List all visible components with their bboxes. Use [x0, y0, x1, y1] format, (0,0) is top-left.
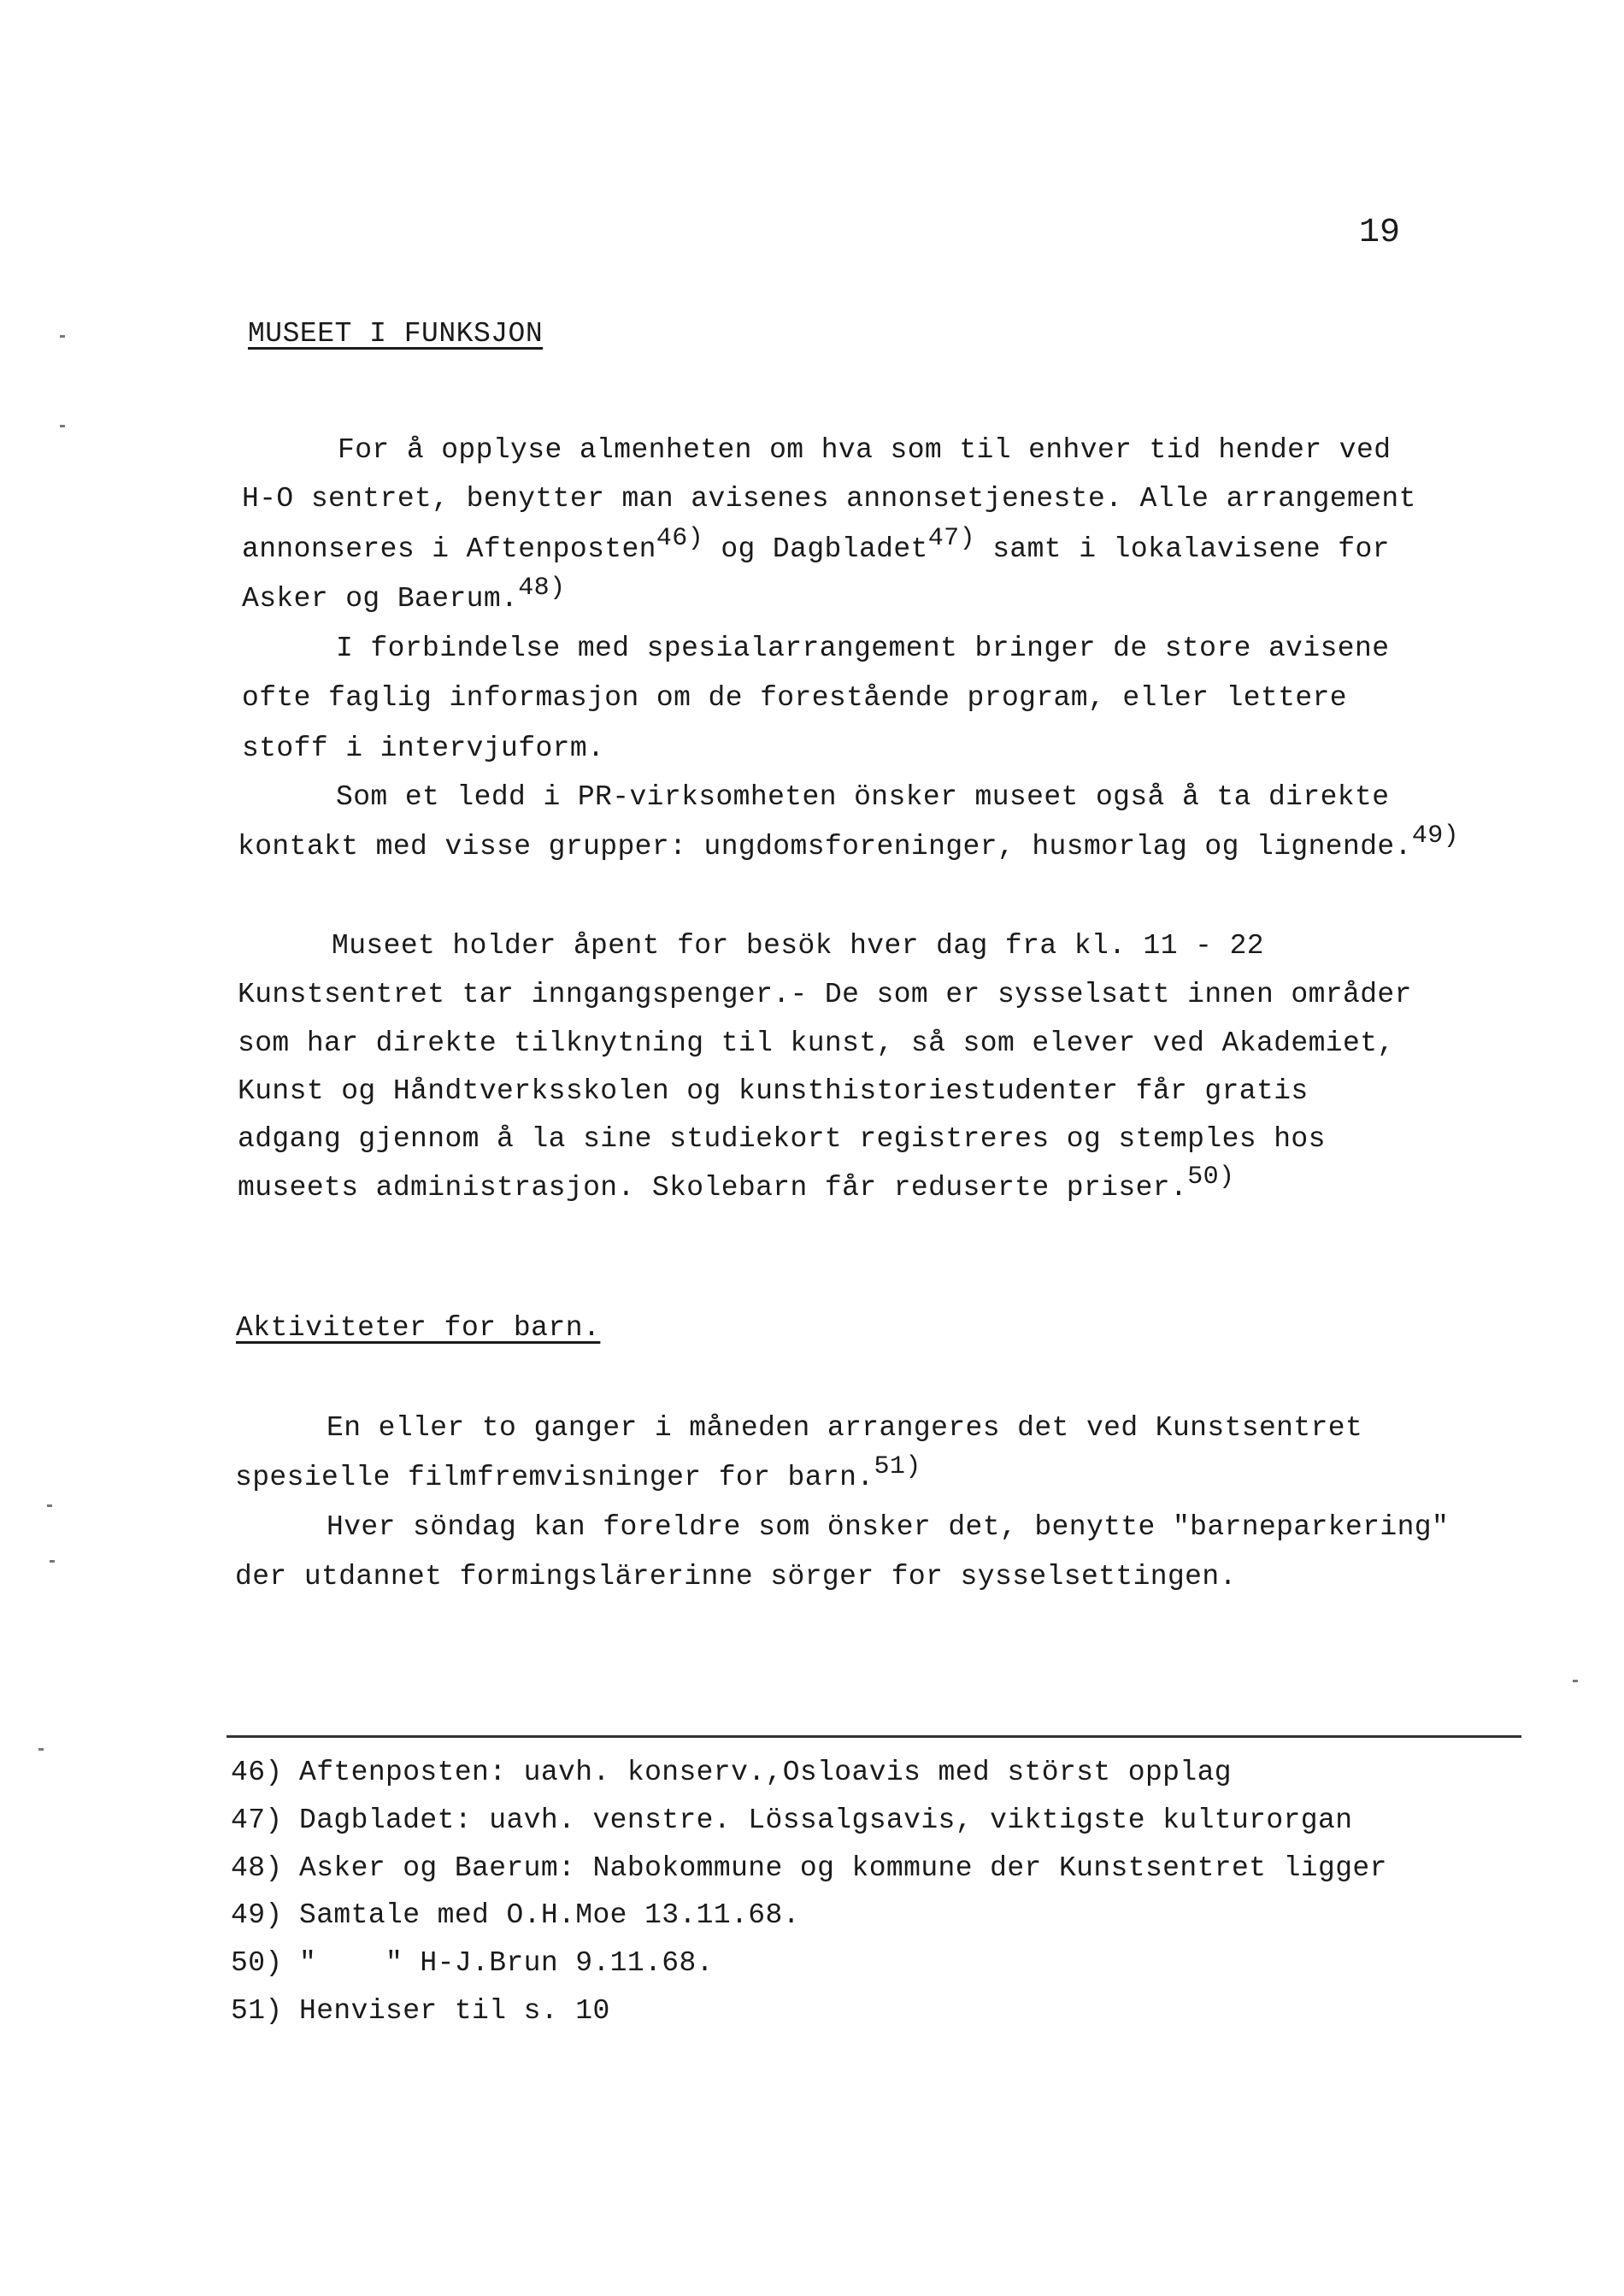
- text: Hver söndag kan foreldre som önsker det, benytte "barneparkering": [327, 1511, 1450, 1543]
- footnote-number: 51): [231, 1995, 283, 2027]
- footnote: [231, 1899, 800, 1931]
- footnote-number: 50): [231, 1947, 283, 1979]
- footnote: [231, 1947, 714, 1979]
- text: Kunst og Håndtverksskolen og kunsthistoriestudenter får gratis: [238, 1075, 1309, 1107]
- paragraph-line: [332, 930, 1264, 962]
- text: Museet holder åpent for besök hver dag fra kl. 11 - 22: [332, 930, 1264, 962]
- footnote-ref-47: 47): [927, 524, 975, 553]
- paragraph-line: [242, 574, 566, 615]
- paragraph-line: [238, 979, 1412, 1010]
- text: En eller to ganger i måneden arrangeres det ved Kunstsentret: [327, 1412, 1363, 1444]
- text: ofte faglig informasjon om de forestående program, eller lettere: [242, 682, 1348, 714]
- footnote-number: 48): [231, 1852, 283, 1884]
- section-heading-museum: MUSEET I FUNKSJON: [248, 318, 544, 350]
- footnote-text: Samtale med O.H.Moe 13.11.68.: [299, 1899, 800, 1931]
- scan-speck: [47, 1504, 52, 1507]
- scan-speck: [50, 1560, 55, 1563]
- footnote-number: 46): [231, 1757, 283, 1788]
- paragraph-line: [336, 633, 1389, 664]
- footnote: [231, 1995, 610, 2027]
- page-number: 19: [1359, 214, 1401, 252]
- text: som har direkte tilknytning til kunst, så som elever ved Akademiet,: [238, 1027, 1395, 1059]
- footnote-text: Henviser til s. 10: [299, 1995, 610, 2027]
- footnote-text: Dagbladet: uavh. venstre. Lössalgsavis, viktigste kulturorgan: [299, 1804, 1353, 1836]
- footnote-text: Aftenposten: uavh. konserv.,Osloavis med störst opplag: [299, 1757, 1232, 1788]
- scan-speck: [1573, 1680, 1578, 1682]
- footnote-number: 47): [231, 1804, 283, 1836]
- paragraph-line: [238, 1075, 1309, 1107]
- footnote-ref-48: 48): [518, 574, 566, 603]
- footnote-ref-51: 51): [874, 1452, 921, 1481]
- text: samt i lokalavisene for: [974, 533, 1390, 565]
- text: kontakt med visse grupper: ungdomsforeninger, husmorlag og lignende.: [238, 831, 1412, 862]
- footnote: [231, 1757, 1232, 1788]
- footnote: [231, 1852, 1387, 1884]
- text: stoff i intervjuform.: [242, 733, 605, 764]
- footnote-separator: [227, 1735, 1521, 1738]
- footnote-number: 49): [231, 1899, 283, 1931]
- text: Som et ledd i PR-virksomheten önsker museet også å ta direkte: [336, 781, 1390, 813]
- text: museets administrasjon. Skolebarn får reduserte priser.: [238, 1172, 1188, 1204]
- paragraph-line: [327, 1511, 1449, 1543]
- text: spesielle filmfremvisninger for barn.: [235, 1462, 874, 1493]
- paragraph-line: [327, 1412, 1362, 1444]
- section-heading-children: Aktiviteter for barn.: [236, 1312, 601, 1344]
- paragraph-line: [238, 1163, 1235, 1204]
- footnote-text: Asker og Baerum: Nabokommune og kommune der Kunstsentret ligger: [299, 1852, 1387, 1884]
- paragraph-line: [338, 434, 1391, 466]
- paragraph-line: [242, 524, 1390, 565]
- footnote: [231, 1804, 1352, 1836]
- footnote-ref-50: 50): [1187, 1163, 1235, 1192]
- text: H-O sentret, benytter man avisenes annonsetjeneste. Alle arrangement: [242, 483, 1416, 515]
- scan-speck: [60, 425, 65, 427]
- scan-speck: [38, 1748, 44, 1751]
- text: der utdannet formingslärerinne sörger for sysselsettingen.: [235, 1561, 1237, 1592]
- footnote-ref-46: 46): [656, 524, 704, 553]
- paragraph-line: [235, 1452, 921, 1493]
- paragraph-line: [235, 1561, 1237, 1592]
- paragraph-line: [336, 781, 1389, 813]
- text: adgang gjennom å la sine studiekort registreres og stemples hos: [238, 1123, 1326, 1155]
- text: og Dagbladet: [703, 533, 928, 565]
- paragraph-line: [238, 1123, 1326, 1155]
- text: Kunstsentret tar inngangspenger.- De som er sysselsatt innen områder: [238, 979, 1412, 1010]
- paragraph-line: [242, 682, 1347, 714]
- text: Asker og Baerum.: [242, 583, 519, 615]
- paragraph-line: [242, 733, 604, 764]
- paragraph-line: [238, 821, 1460, 862]
- text: annonseres i Aftenposten: [242, 533, 656, 565]
- paragraph-line: [238, 1027, 1395, 1059]
- footnote-ref-49: 49): [1411, 821, 1460, 851]
- paragraph-line: [242, 483, 1416, 515]
- scan-speck: [60, 335, 65, 338]
- text: For å opplyse almenheten om hva som til enhver tid hender ved: [338, 434, 1392, 466]
- text: I forbindelse med spesialarrangement bringer de store avisene: [336, 633, 1390, 664]
- footnote-text: " " H-J.Brun 9.11.68.: [299, 1947, 714, 1979]
